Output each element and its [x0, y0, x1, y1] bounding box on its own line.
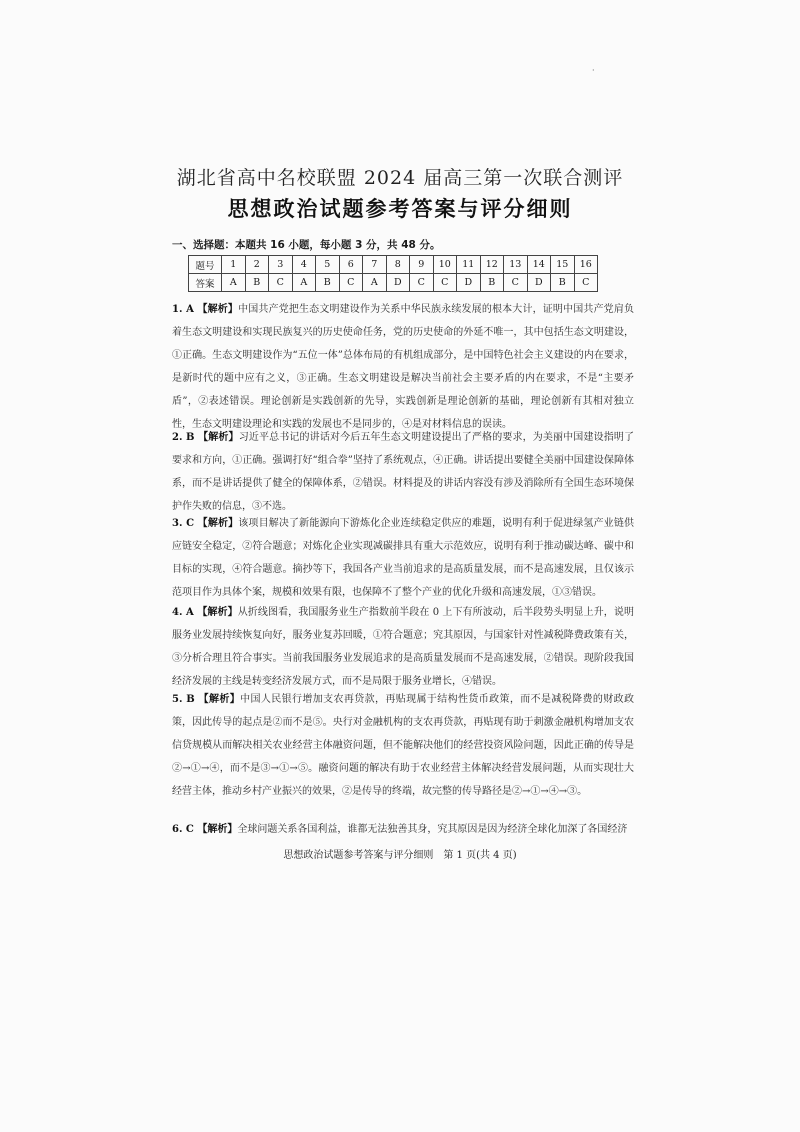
answer-cell: A — [363, 274, 387, 292]
explanation-text: 中国人民银行增加支农再贷款，再贴现属于结构性货币政策，而不是减税降费的财政政策，因此传导的起点是②而不是⑤。央行对金融机构的支农再贷款，再贴现有助于刺激金融机构增加支农信贷规模从而解决相关农业经营主体融资问题，但不能解决他们的经营投资风险问题，因此正确的传导是②→①→④，而不是③→①→⑤。融资问题的解决有助于农业经营主体解决经营发展问题，从而实现壮大经营主体，推动乡村产业振兴的效果，②是传导的终端，故完整的传导路径是②→①→④→③。 — [172, 694, 634, 797]
question-number-row — [189, 256, 598, 274]
explanation-text: 该项目解决了新能源向下游炼化企业连续稳定供应的难题，说明有利于促进绿氢产业链供应链安全稳定，②符合题意；对炼化企业实现减碳排具有重大示范效应，说明有利于推动碳达峰、碳中和目标的实现，④符合题意。摘抄等下，我国各产业当前追求的是高质量发展，而不是高速发展，且仅该示范项目作为具体个案，规模和效果有限，也保障不了整个产业的优化升级和高速发展，①③错误。 — [172, 518, 634, 598]
explanation-6 — [172, 818, 634, 841]
answer-cell: B — [245, 274, 269, 292]
question-row-label: 题号 — [189, 256, 222, 274]
explanation-text: 习近平总书记的讲话对今后五年生态文明建设提出了严格的要求，为美丽中国建设指明了要求和方向，①正确。强调打好“组合拳”坚持了系统观点，④正确。讲话提出要健全美丽中国建设保障体系，而不是讲话提供了健全的保障体系，②错误。材料提及的讲话内容没有涉及消除所有全国生态环境保护作失败的信息，③不选。 — [172, 432, 635, 512]
exam-title: 湖北省高中名校联盟 2024 届高三第一次联合测评 — [176, 167, 624, 189]
question-number-cell: 13 — [504, 256, 528, 274]
answer-cell: D — [386, 274, 410, 292]
question-number-cell: 2 — [245, 256, 269, 274]
explanation-1 — [172, 298, 634, 436]
question-number-cell: 9 — [410, 256, 434, 274]
explanation-lead: 6. C 【解析】 — [172, 824, 238, 835]
explanation-2 — [172, 426, 634, 518]
explanation-3 — [172, 512, 634, 604]
answer-cell: C — [433, 274, 457, 292]
question-number-cell: 16 — [574, 256, 598, 274]
explanation-lead: 4. A 【解析】 — [172, 607, 238, 618]
answer-cell: D — [457, 274, 481, 292]
answer-cell: A — [292, 274, 316, 292]
answer-cell: A — [222, 274, 246, 292]
answer-cell: B — [551, 274, 575, 292]
answer-cell: C — [269, 274, 293, 292]
question-number-cell: 12 — [480, 256, 504, 274]
explanation-lead: 1. A 【解析】 — [172, 304, 239, 315]
question-number-cell: 15 — [551, 256, 575, 274]
question-number-cell: 3 — [269, 256, 293, 274]
explanation-lead: 3. C 【解析】 — [172, 518, 239, 529]
answer-cell: B — [480, 274, 504, 292]
answer-cell: C — [504, 274, 528, 292]
answer-cell: B — [316, 274, 340, 292]
question-number-cell: 5 — [316, 256, 340, 274]
page-footer: 思想政治试题参考答案与评分细则 第 1 页(共 4 页) — [283, 850, 517, 861]
page-speck: · — [592, 66, 595, 75]
explanation-text: 从折线图看，我国服务业生产指数前半段在 0 上下有所波动，后半段势头明显上升，说明服务业发展持续恢复向好，服务业复苏回暖，①符合题意；究其原因，与国家针对性减税降费政策有关，③分析合理且符合事实。当前我国服务业发展追求的是高质量发展而不是高速发展，②错误。现阶段我国经济发展的主线是转变经济发展方式，而不是局限于服务业增长，④错误。 — [172, 607, 634, 687]
explanation-lead: 2. B 【解析】 — [172, 432, 239, 443]
answer-cell: C — [339, 274, 363, 292]
explanation-4 — [172, 601, 634, 693]
answer-row-label: 答案 — [189, 274, 222, 292]
question-number-cell: 4 — [292, 256, 316, 274]
answer-cell: C — [410, 274, 434, 292]
question-number-cell: 11 — [457, 256, 481, 274]
question-number-cell: 10 — [433, 256, 457, 274]
answer-cell: D — [527, 274, 551, 292]
question-number-cell: 7 — [363, 256, 387, 274]
answer-cell: C — [574, 274, 598, 292]
explanation-lead: 5. B 【解析】 — [172, 694, 241, 705]
section-heading: 一、选择题：本题共 16 小题，每小题 3 分，共 48 分。 — [172, 239, 441, 251]
document-title: 思想政治试题参考答案与评分细则 — [227, 197, 573, 221]
explanation-text: 全球问题关系各国利益，谁都无法独善其身，究其原因是因为经济全球化加深了各国经济 — [237, 824, 628, 835]
question-number-cell: 14 — [527, 256, 551, 274]
question-number-cell: 1 — [222, 256, 246, 274]
question-number-cell: 8 — [386, 256, 410, 274]
answer-table — [188, 255, 598, 292]
explanation-5 — [172, 688, 634, 803]
question-number-cell: 6 — [339, 256, 363, 274]
explanation-text: 中国共产党把生态文明建设作为关系中华民族永续发展的根本大计，证明中国共产党肩负着生态文明建设和实现民族复兴的历史使命任务，党的历史使命的外延不唯一，其中包括生态文明建设，①正确。生态文明建设作为“五位一体”总体布局的有机组成部分，是中国特色社会主义建设的内在要求，是新时代的题中应有之义，③正确。生态文明建设是解决当前社会主要矛盾的内在要求，不是“主要矛盾”，②表述错误。理论创新是实践创新的先导，实践创新是理论创新的基础，理论创新有其相对独立性，生态文明建设理论和实践的发展也不是同步的，④是对材料信息的误读。 — [172, 304, 634, 430]
answer-row — [189, 274, 598, 292]
